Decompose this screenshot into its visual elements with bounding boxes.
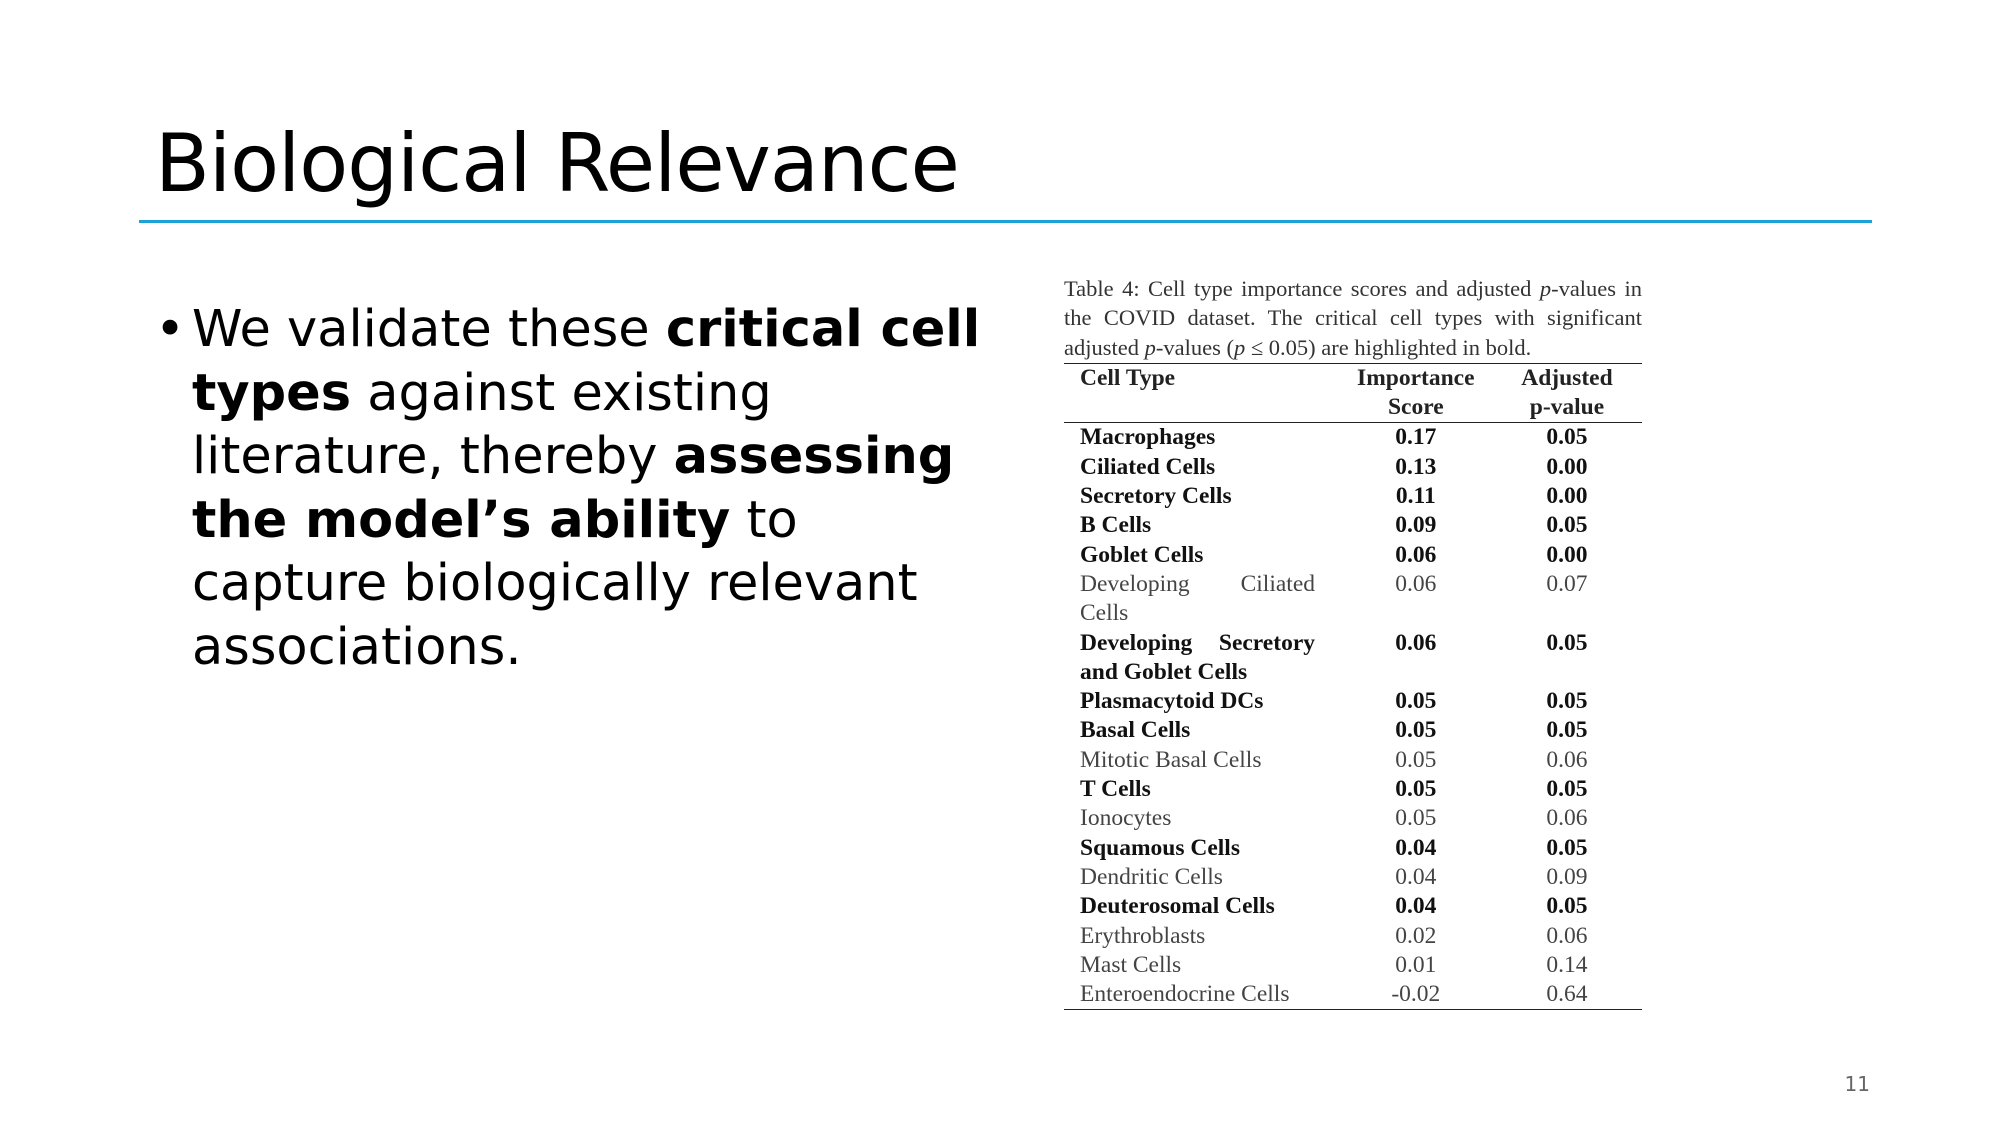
table-figure (1064, 274, 1642, 1010)
importance-score: 0.04 (1395, 863, 1437, 890)
cell-type-label: Developing Ciliated Cells (1080, 570, 1315, 627)
adjusted-p-value: 0.05 (1546, 629, 1588, 656)
adjusted-p-value: 0.07 (1546, 570, 1588, 597)
importance-score: 0.05 (1395, 805, 1437, 832)
importance-score: 0.05 (1395, 688, 1437, 715)
bullet-segment-bold: assessing the model’s ability (192, 427, 955, 550)
cell-type-label: Basal Cells (1080, 717, 1191, 744)
cell-type-name (1064, 541, 1340, 570)
table-row (1064, 892, 1642, 921)
adjusted-p-value: 0.14 (1546, 951, 1588, 978)
importance-score: 0.04 (1395, 834, 1437, 861)
table-row (1064, 951, 1642, 980)
adjusted-p-value: 0.05 (1546, 717, 1588, 744)
slide-title: Biological Relevance (155, 117, 959, 210)
cell-type-name (1064, 570, 1340, 629)
table-caption (1064, 274, 1642, 362)
cell-type-name (1064, 980, 1340, 1010)
importance-score: 0.01 (1395, 951, 1437, 978)
adjusted-p-value: 0.05 (1546, 776, 1588, 803)
importance-score: 0.06 (1395, 570, 1437, 597)
adjusted-p-value: 0.00 (1546, 541, 1588, 568)
cell-type-label: Erythroblasts (1080, 922, 1206, 949)
cell-type-name (1064, 863, 1340, 892)
caption-segment: -values ( (1155, 334, 1234, 360)
adjusted-p-value: 0.06 (1546, 922, 1588, 949)
adjusted-p-value: 0.00 (1546, 483, 1588, 510)
cell-type-name (1064, 629, 1340, 688)
cell-type-name (1064, 892, 1340, 921)
bullet-segment: We validate these (192, 300, 666, 359)
table-row (1064, 834, 1642, 863)
caption-segment-italic: p (1233, 334, 1246, 360)
cell-type-name (1064, 511, 1340, 540)
header-score: Score (1340, 393, 1492, 423)
table-row (1064, 863, 1642, 892)
cell-type-name (1064, 423, 1340, 453)
importance-score: 0.06 (1395, 629, 1437, 656)
cell-type-label: Mast Cells (1080, 951, 1182, 978)
adjusted-p-value: 0.06 (1546, 746, 1588, 773)
adjusted-p-value: 0.05 (1546, 424, 1588, 451)
cell-type-table (1064, 363, 1642, 1011)
cell-type-name (1064, 687, 1340, 716)
cell-type-name (1064, 453, 1340, 482)
table-row (1064, 541, 1642, 570)
cell-type-label: Macrophages (1080, 424, 1216, 451)
cell-type-label: T Cells (1080, 776, 1151, 803)
table-row (1064, 482, 1642, 511)
table-row (1064, 775, 1642, 804)
cell-type-name (1064, 775, 1340, 804)
importance-score: 0.06 (1395, 541, 1437, 568)
bullet-segment: to capture biologically relevant associations. (192, 490, 918, 677)
cell-type-label: Ionocytes (1080, 805, 1172, 832)
importance-score: 0.11 (1395, 483, 1436, 510)
cell-type-label: Plasmacytoid DCs (1080, 688, 1264, 715)
table-row (1064, 511, 1642, 540)
table-row (1064, 804, 1642, 833)
bullet-segment-bold: critical cell types (192, 300, 981, 423)
cell-type-label: Deuterosomal Cells (1080, 893, 1275, 920)
table-row (1064, 629, 1642, 688)
table-header (1064, 363, 1642, 423)
importance-score: 0.05 (1395, 746, 1437, 773)
cell-type-label: Goblet Cells (1080, 541, 1204, 568)
caption-segment: Table 4: Cell type importance scores and adjusted (1064, 276, 1540, 301)
cell-type-label: Mitotic Basal Cells (1080, 746, 1262, 773)
cell-type-name (1064, 804, 1340, 833)
table-row (1064, 746, 1642, 775)
header-importance: Importance (1340, 363, 1492, 393)
cell-type-label: B Cells (1080, 512, 1152, 539)
table-row (1064, 687, 1642, 716)
title-underline (139, 220, 1872, 223)
header-adjusted: Adjusted (1492, 363, 1642, 393)
adjusted-p-value: 0.05 (1546, 688, 1588, 715)
cell-type-label: Squamous Cells (1080, 834, 1240, 861)
adjusted-p-value: 0.05 (1546, 893, 1588, 920)
table-row (1064, 570, 1642, 629)
importance-score: 0.17 (1395, 424, 1437, 451)
bullet-symbol: • (155, 300, 186, 359)
bullet-text (192, 298, 992, 679)
adjusted-p-value: 0.05 (1546, 834, 1588, 861)
importance-score: 0.09 (1395, 512, 1437, 539)
table-row (1064, 922, 1642, 951)
header-cell-type: Cell Type (1064, 363, 1340, 393)
caption-segment-italic: p (1144, 334, 1156, 360)
caption-segment: -values in the COVID dataset. The critical cell types with significant adjusted (1064, 276, 1642, 360)
importance-score: 0.13 (1395, 453, 1437, 480)
cell-type-name (1064, 746, 1340, 775)
table-row (1064, 453, 1642, 482)
cell-type-label: Ciliated Cells (1080, 453, 1216, 480)
caption-segment-italic: p (1539, 276, 1552, 301)
cell-type-label: Dendritic Cells (1080, 863, 1223, 890)
table-body (1064, 423, 1642, 1010)
cell-type-name (1064, 482, 1340, 511)
adjusted-p-value: 0.06 (1546, 805, 1588, 832)
cell-type-label: Secretory Cells (1080, 483, 1232, 510)
importance-score: 0.05 (1395, 717, 1437, 744)
cell-type-name (1064, 951, 1340, 980)
importance-score: 0.04 (1395, 893, 1437, 920)
adjusted-p-value: 0.09 (1546, 863, 1588, 890)
table-row (1064, 423, 1642, 453)
caption-segment: ≤ 0.05) are highlighted in bold. (1245, 334, 1532, 360)
cell-type-name (1064, 922, 1340, 951)
adjusted-p-value: 0.00 (1546, 453, 1588, 480)
table-row (1064, 716, 1642, 745)
adjusted-p-value: 0.64 (1492, 980, 1642, 1010)
cell-type-name (1064, 716, 1340, 745)
table-row (1064, 980, 1642, 1010)
importance-score: 0.02 (1395, 922, 1437, 949)
importance-score: 0.05 (1395, 776, 1437, 803)
adjusted-p-value: 0.05 (1546, 512, 1588, 539)
header-cell-type-blank (1064, 393, 1340, 423)
page-number: 11 (1844, 1072, 1870, 1096)
cell-type-name (1064, 834, 1340, 863)
bullet-segment: against existing literature, thereby (192, 363, 772, 486)
cell-type-label: Enteroendocrine Cells (1080, 981, 1290, 1008)
importance-score: -0.02 (1340, 980, 1492, 1010)
cell-type-label: Developing Secretory and Goblet Cells (1080, 629, 1315, 685)
header-pvalue: p-value (1492, 393, 1642, 423)
